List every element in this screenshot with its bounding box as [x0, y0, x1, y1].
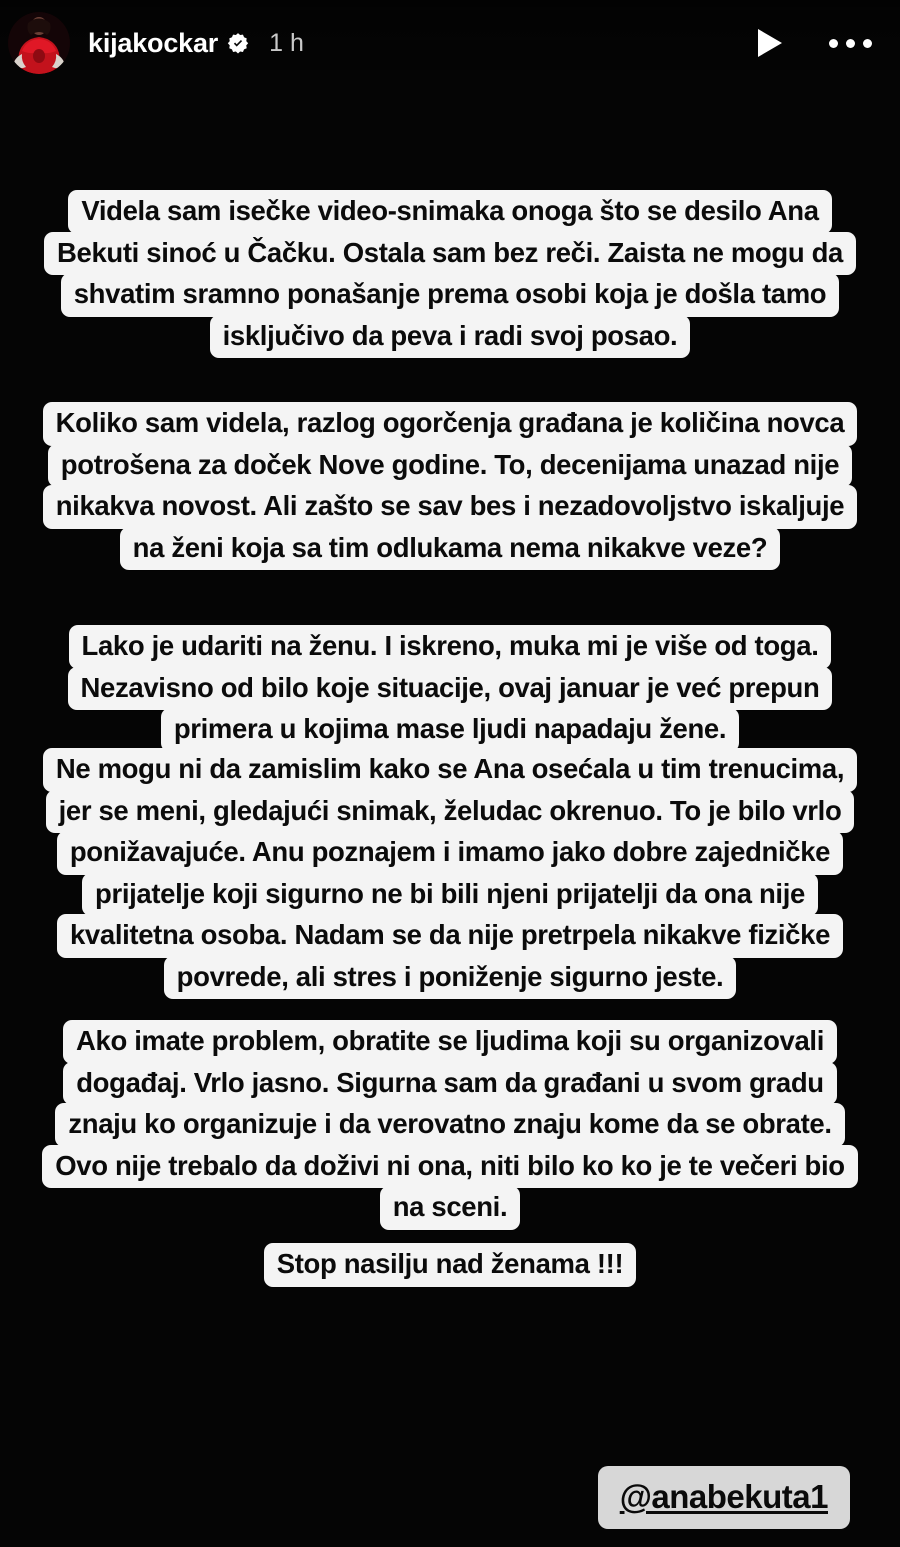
text-line: potrošena za doček Nove godine. To, decenijama unazad nije	[48, 444, 852, 488]
text-line: znaju ko organizuje i da verovatno znaju kome da se obrate.	[55, 1103, 844, 1147]
text-line: shvatim sramno ponašanje prema osobi koja je došla tamo	[61, 273, 840, 317]
text-block	[0, 402, 900, 570]
text-line: Bekuti sinoć u Čačku. Ostala sam bez reči. Zaista ne mogu da	[44, 232, 856, 276]
text-block	[0, 190, 900, 358]
avatar[interactable]	[8, 12, 70, 74]
text-line: Koliko sam videla, razlog ogorčenja građana je količina novca	[43, 402, 858, 446]
text-line: Nezavisno od bilo koje situacije, ovaj januar je već prepun	[68, 667, 833, 711]
text-line: Ovo nije trebalo da doživi ni ona, niti bilo ko ko je te večeri bio	[42, 1145, 857, 1189]
text-line: primera u kojima mase ljudi napadaju žene.	[161, 708, 739, 752]
timestamp: 1 h	[269, 28, 304, 57]
play-icon[interactable]	[755, 27, 785, 59]
more-dot	[829, 39, 838, 48]
text-line: kvalitetna osoba. Nadam se da nije pretrpela nikakve fizičke	[57, 914, 843, 958]
text-line: nikakva novost. Ali zašto se sav bes i nezadovoljstvo iskaljuje	[43, 485, 858, 529]
text-block	[0, 625, 900, 752]
text-line: Lako je udariti na ženu. I iskreno, muka mi je više od toga.	[69, 625, 832, 669]
text-line: Stop nasilju nad ženama !!!	[264, 1243, 637, 1287]
text-line: prijatelje koji sigurno ne bi bili njeni prijatelji da ona nije	[82, 873, 818, 917]
text-line: ponižavajuće. Anu poznajem i imamo jako dobre zajedničke	[57, 831, 843, 875]
mention-sticker[interactable]: @anabekuta1	[598, 1466, 850, 1529]
avatar-image	[8, 12, 70, 74]
text-block	[0, 748, 900, 999]
username-group[interactable]	[88, 27, 304, 58]
more-dot	[846, 39, 855, 48]
text-line: Ako imate problem, obratite se ljudima koji su organizovali	[63, 1020, 837, 1064]
more-dot	[863, 39, 872, 48]
more-options-icon[interactable]	[829, 39, 872, 48]
text-line: Videla sam isečke video-snimaka onoga što se desilo Ana	[68, 190, 831, 234]
text-line: povrede, ali stres i poniženje sigurno jeste.	[164, 956, 737, 1000]
text-line: isključivo da peva i radi svoj posao.	[210, 315, 691, 359]
text-block	[0, 1020, 900, 1230]
username[interactable]: kijakockar	[88, 27, 219, 58]
text-line: jer se meni, gledajući snimak, želudac okrenuo. To je bilo vrlo	[46, 790, 855, 834]
text-line: događaj. Vrlo jasno. Sigurna sam da građani u svom gradu	[63, 1062, 837, 1106]
verified-badge-icon	[227, 32, 249, 54]
text-line: Ne mogu ni da zamislim kako se Ana osećala u tim trenucima,	[43, 748, 857, 792]
story-header	[0, 0, 900, 86]
text-line: na ženi koja sa tim odlukama nema nikakve veze?	[120, 527, 781, 571]
text-line: na sceni.	[380, 1186, 521, 1230]
mention-sticker-wrap	[598, 1466, 850, 1529]
text-block	[0, 1243, 900, 1287]
